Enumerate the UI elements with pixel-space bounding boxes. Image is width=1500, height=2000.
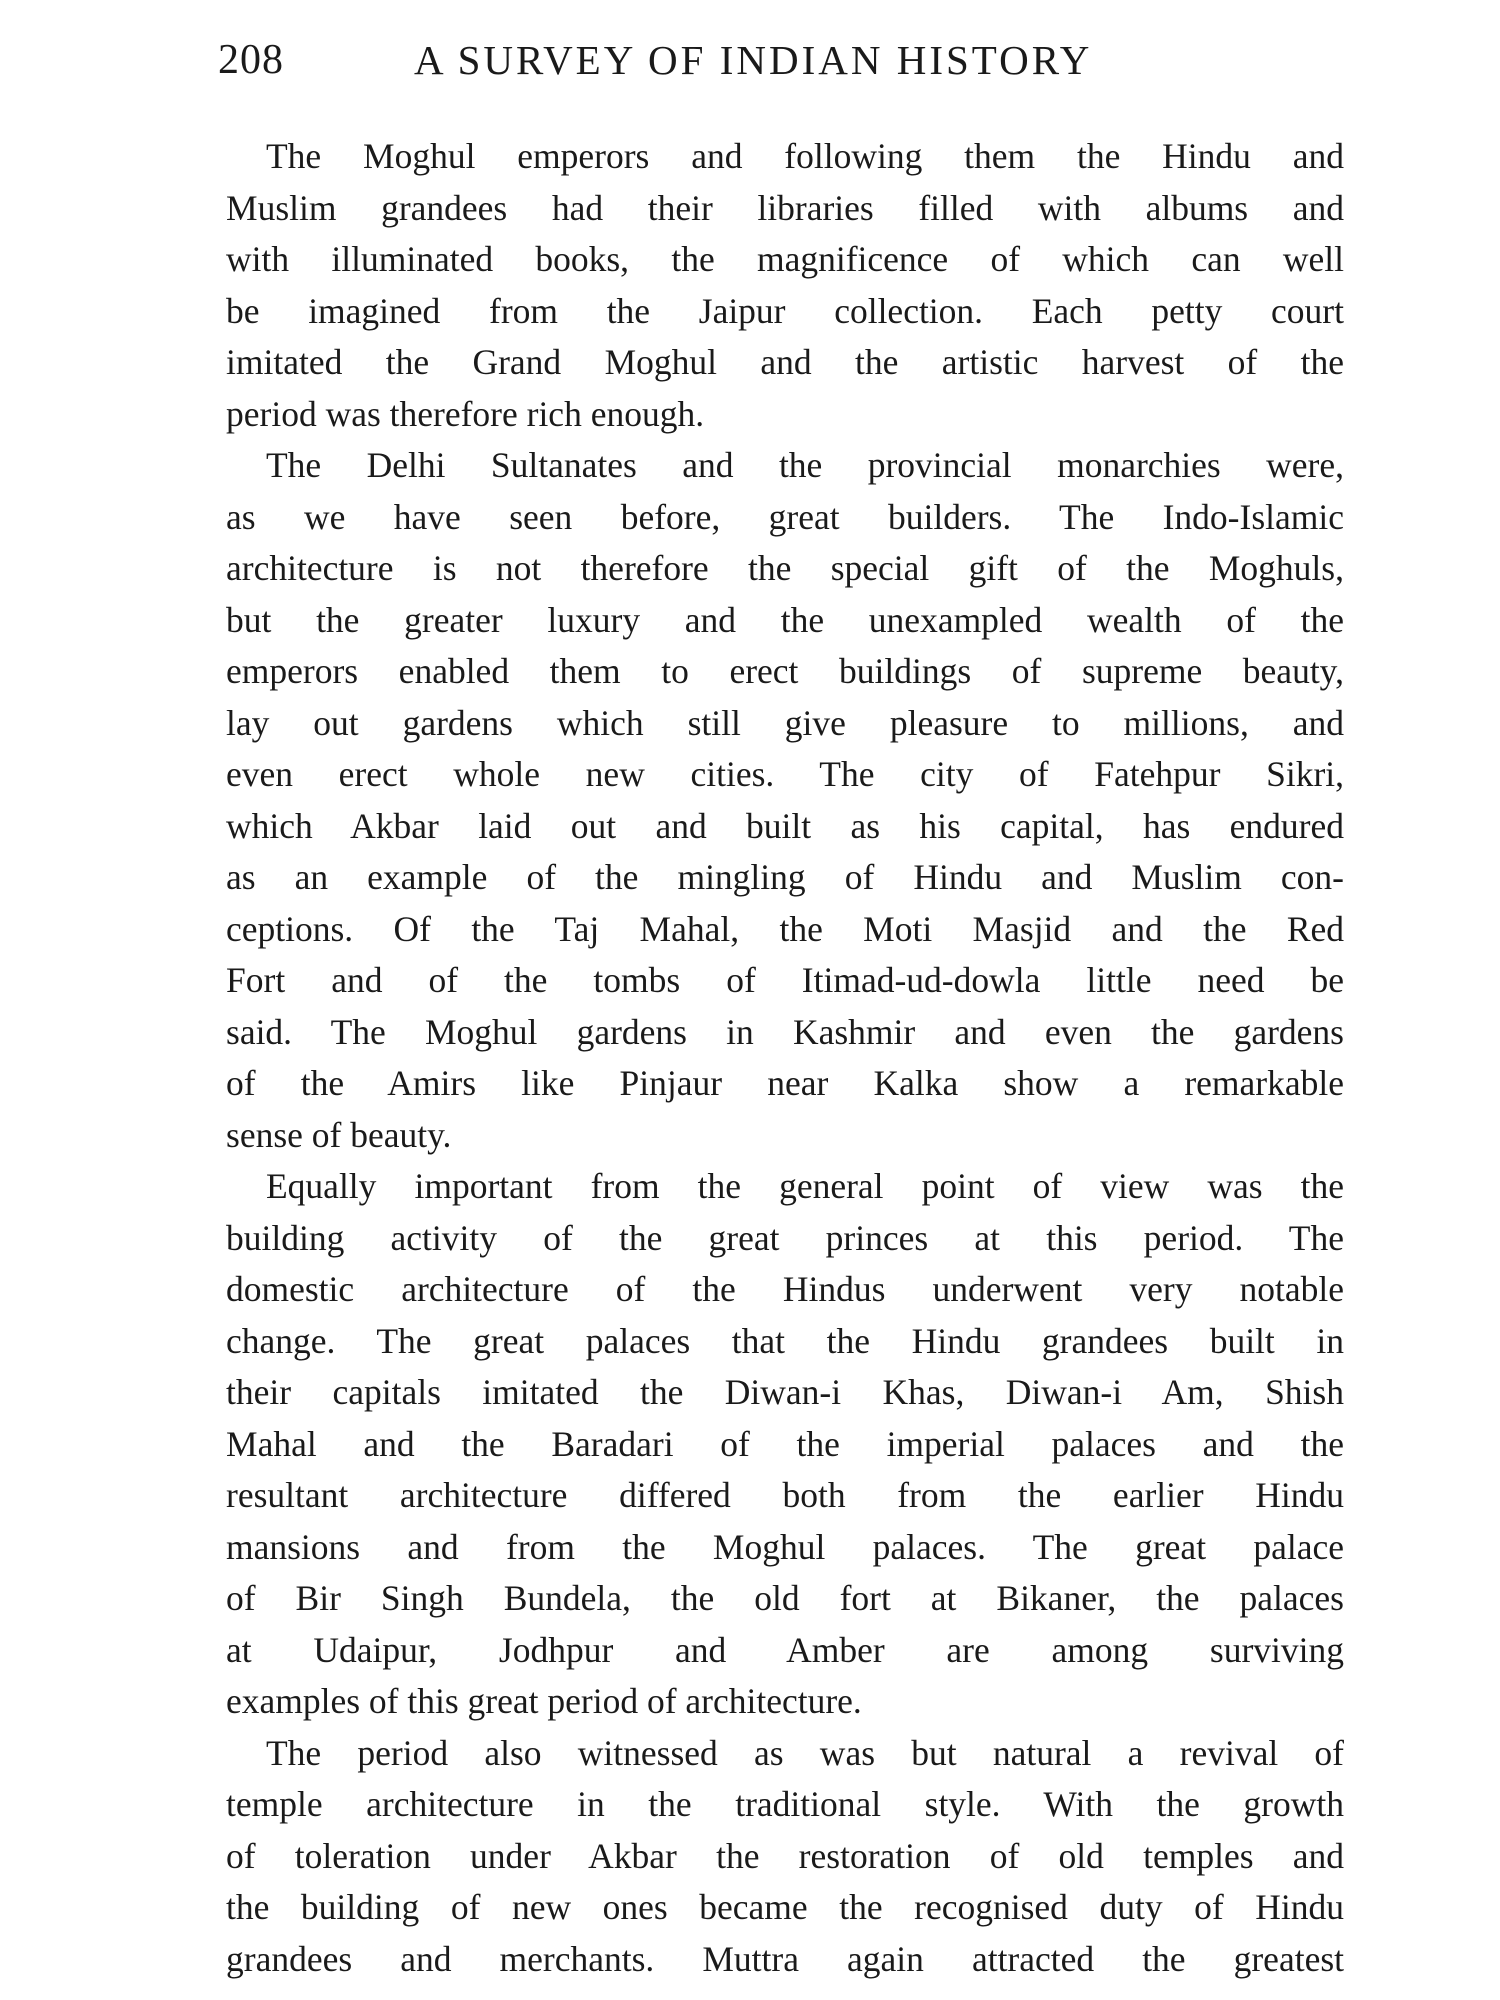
- text-line: Fort and of the tombs of Itimad-ud-dowla little need be: [226, 960, 1344, 1000]
- text-line: emperors enabled them to erect buildings of supreme beauty,: [226, 651, 1344, 691]
- text-line: architecture is not therefore the special gift of the Moghuls,: [226, 548, 1344, 588]
- text-line: examples of this great period of architecture.: [226, 1681, 862, 1721]
- text-line: The period also witnessed as was but natural a revival of: [266, 1732, 1344, 1773]
- text-line: which Akbar laid out and built as his capital, has endured: [226, 805, 1344, 846]
- paragraph-4: [226, 1728, 1344, 1986]
- body-text: [226, 131, 1344, 1985]
- text-line: lay out gardens which still give pleasure to millions, and: [226, 702, 1344, 743]
- text-line: grandees and merchants. Muttra again attracted the greatest: [226, 1938, 1344, 1979]
- text-line: temple architecture in the traditional style. With the growth: [226, 1784, 1344, 1824]
- paragraph-2: [226, 440, 1344, 1161]
- text-line: with illuminated books, the magnificence of which can well: [226, 239, 1344, 279]
- running-title: A SURVEY OF INDIAN HISTORY: [414, 37, 1093, 83]
- text-line: The Delhi Sultanates and the provincial monarchies were,: [266, 445, 1344, 485]
- text-line: but the greater luxury and the unexampled wealth of the: [226, 599, 1344, 640]
- text-line: as an example of the mingling of Hindu and Muslim con-: [226, 857, 1344, 897]
- text-line: of Bir Singh Bundela, the old fort at Bikaner, the palaces: [226, 1578, 1344, 1618]
- text-line: their capitals imitated the Diwan-i Khas, Diwan-i Am, Shish: [226, 1372, 1344, 1412]
- text-line: The Moghul emperors and following them the Hindu and: [266, 136, 1344, 176]
- paragraph-3: [226, 1161, 1344, 1728]
- text-line: of the Amirs like Pinjaur near Kalka show a remarkable: [226, 1063, 1344, 1103]
- text-line: of toleration under Akbar the restoration of old temples and: [226, 1835, 1344, 1876]
- text-line: ceptions. Of the Taj Mahal, the Moti Masjid and the Red: [226, 908, 1344, 949]
- text-line: at Udaipur, Jodhpur and Amber are among surviving: [226, 1629, 1344, 1670]
- text-line: resultant architecture differed both from the earlier Hindu: [226, 1475, 1344, 1515]
- page-number: 208: [218, 37, 284, 83]
- text-line: be imagined from the Jaipur collection. Each petty court: [226, 290, 1344, 331]
- text-line: period was therefore rich enough.: [226, 393, 705, 434]
- text-line: as we have seen before, great builders. The Indo-Islamic: [226, 496, 1344, 537]
- text-line: mansions and from the Moghul palaces. The great palace: [226, 1526, 1344, 1567]
- text-line: domestic architecture of the Hindus underwent very notable: [226, 1269, 1344, 1309]
- text-line: building activity of the great princes at this period. The: [226, 1217, 1344, 1258]
- running-head: [218, 30, 1344, 90]
- text-line: sense of beauty.: [226, 1114, 452, 1155]
- text-line: even erect whole new cities. The city of Fatehpur Sikri,: [226, 754, 1344, 794]
- text-line: imitated the Grand Moghul and the artistic harvest of the: [226, 342, 1344, 382]
- paragraph-1: [226, 131, 1344, 440]
- text-line: the building of new ones became the recognised duty of Hindu: [226, 1887, 1344, 1927]
- text-line: Muslim grandees had their libraries filled with albums and: [226, 187, 1344, 228]
- text-line: said. The Moghul gardens in Kashmir and even the gardens: [226, 1011, 1344, 1052]
- text-line: Equally important from the general point of view was the: [266, 1166, 1344, 1206]
- text-line: Mahal and the Baradari of the imperial palaces and the: [226, 1423, 1344, 1464]
- text-line: change. The great palaces that the Hindu grandees built in: [226, 1320, 1344, 1361]
